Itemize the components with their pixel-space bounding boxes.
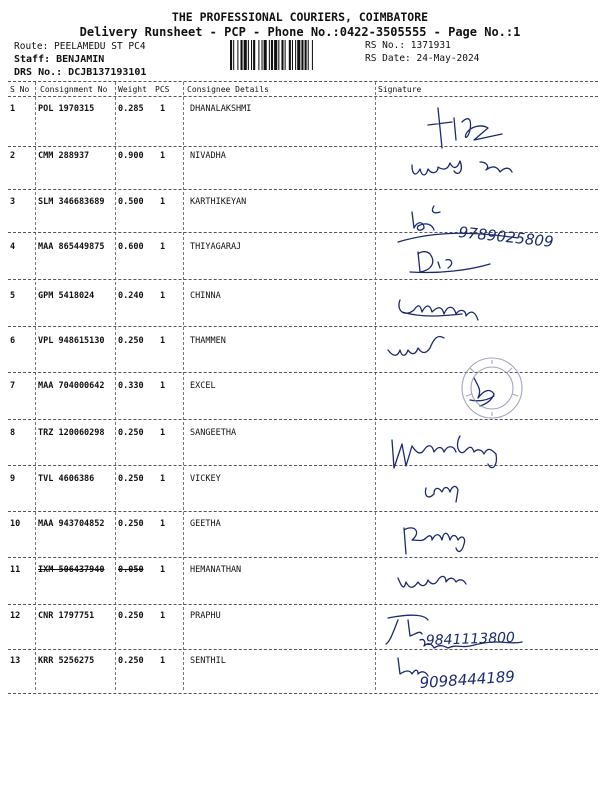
- row-consignment: TVL 4606386: [38, 474, 95, 484]
- row-consignee: DHANALAKSHMI: [190, 104, 252, 114]
- row-weight: 0.250: [118, 474, 144, 484]
- row-pcs: 1: [160, 151, 166, 161]
- row-weight: 0.250: [118, 656, 144, 666]
- row-weight: 0.250: [118, 336, 144, 346]
- signature-row-3: [412, 206, 440, 230]
- col-header-sno: S No: [10, 85, 30, 94]
- row-consignee: SANGEETHA: [190, 428, 237, 438]
- row-consignment: TRZ 120060298: [38, 428, 105, 438]
- row-consignee: KARTHIKEYAN: [190, 197, 247, 207]
- row-pcs: 1: [160, 242, 166, 252]
- row-consignment: MAA 943704852: [38, 519, 105, 529]
- col-header-weight: Weight: [118, 85, 147, 94]
- handwritten-note-row-12: 9841113800: [425, 629, 516, 649]
- row-consignee: HEMANATHAN: [190, 565, 242, 575]
- row-sno: 7: [10, 381, 16, 391]
- row-weight: 0.240: [118, 291, 144, 301]
- signature-row-2: [412, 161, 512, 175]
- row-weight: 0.500: [118, 197, 144, 207]
- row-sno: 9: [10, 474, 16, 484]
- row-consignment: CNR 1797751: [38, 611, 95, 621]
- row-weight: 0.250: [118, 519, 144, 529]
- col-header-consignee: Consignee Details: [187, 85, 269, 94]
- row-sno: 6: [10, 336, 16, 346]
- row-weight: 0.250: [118, 611, 144, 621]
- col-header-pcs: PCS: [155, 85, 170, 94]
- row-consignment: MAA 704000642: [38, 381, 105, 391]
- row-sno: 5: [10, 291, 16, 301]
- signature-row-7: [470, 378, 494, 406]
- row-pcs: 1: [160, 197, 166, 207]
- row-sno: 1: [10, 104, 16, 114]
- drs-number: DRS No.: DCJB137193101: [14, 67, 147, 78]
- col-header-signature: Signature: [378, 85, 422, 94]
- row-sno: 2: [10, 151, 16, 161]
- company-stamp: [462, 358, 522, 418]
- row-consignee: EXCEL: [190, 381, 216, 391]
- row-pcs: 1: [160, 656, 166, 666]
- row-weight: 0.050: [118, 565, 144, 575]
- signature-row-1: [428, 108, 502, 148]
- row-consignment: CMM 288937: [38, 151, 90, 161]
- handwritten-phone-row-3: 9789025809: [457, 223, 555, 251]
- row-consignment: IXM 506437940: [38, 565, 105, 575]
- row-weight: 0.900: [118, 151, 144, 161]
- rs-number: RS No.: 1371931: [365, 40, 451, 51]
- runsheet-subtitle: Delivery Runsheet - PCP - Phone No.:0422-3505555 - Page No.:1: [79, 25, 521, 39]
- row-sno: 3: [10, 197, 16, 207]
- row-consignment: KRR 5256275: [38, 656, 95, 666]
- row-pcs: 1: [160, 474, 166, 484]
- row-sno: 12: [10, 611, 21, 621]
- row-weight: 0.250: [118, 428, 144, 438]
- row-consignee: GEETHA: [190, 519, 221, 529]
- row-weight: 0.285: [118, 104, 144, 114]
- row-consignment: POL 1970315: [38, 104, 95, 114]
- row-pcs: 1: [160, 428, 166, 438]
- row-sno: 13: [10, 656, 21, 666]
- row-pcs: 1: [160, 381, 166, 391]
- signature-row-8: [392, 436, 496, 468]
- row-sno: 11: [10, 565, 21, 575]
- route-label: Route: PEELAMEDU ST PC4: [14, 41, 146, 52]
- row-consignee: SENTHIL: [190, 656, 226, 666]
- company-title: THE PROFESSIONAL COURIERS, COIMBATORE: [171, 10, 429, 24]
- row-consignee: VICKEY: [190, 474, 221, 484]
- row-consignee: PRAPHU: [190, 611, 221, 621]
- row-consignment: VPL 948615130: [38, 336, 105, 346]
- row-pcs: 1: [160, 519, 166, 529]
- signature-row-6: [388, 336, 444, 355]
- row-weight: 0.330: [118, 381, 144, 391]
- col-header-consignment: Consignment No: [40, 85, 108, 94]
- row-weight: 0.600: [118, 242, 144, 252]
- staff-label: Staff: BENJAMIN: [14, 54, 105, 65]
- handwritten-phone-row-13: 9098444189: [419, 667, 516, 692]
- row-consignee: THIYAGARAJ: [190, 242, 242, 252]
- row-consignment: SLM 346683689: [38, 197, 105, 207]
- row-consignee: THAMMEN: [190, 336, 226, 346]
- signature-row-5: [399, 300, 478, 320]
- row-pcs: 1: [160, 565, 166, 575]
- row-pcs: 1: [160, 104, 166, 114]
- row-consignee: CHINNA: [190, 291, 221, 301]
- row-pcs: 1: [160, 336, 166, 346]
- signature-row-9: [425, 486, 458, 502]
- row-sno: 4: [10, 242, 16, 252]
- row-sno: 10: [10, 519, 21, 529]
- row-pcs: 1: [160, 291, 166, 301]
- row-consignee: NIVADHA: [190, 151, 226, 161]
- signature-row-11: [398, 576, 466, 587]
- row-sno: 8: [10, 428, 16, 438]
- row-pcs: 1: [160, 611, 166, 621]
- row-consignment: MAA 865449875: [38, 242, 105, 252]
- rs-date: RS Date: 24-May-2024: [365, 53, 480, 64]
- row-consignment: GPM 5418024: [38, 291, 95, 301]
- signature-row-10: [404, 528, 465, 554]
